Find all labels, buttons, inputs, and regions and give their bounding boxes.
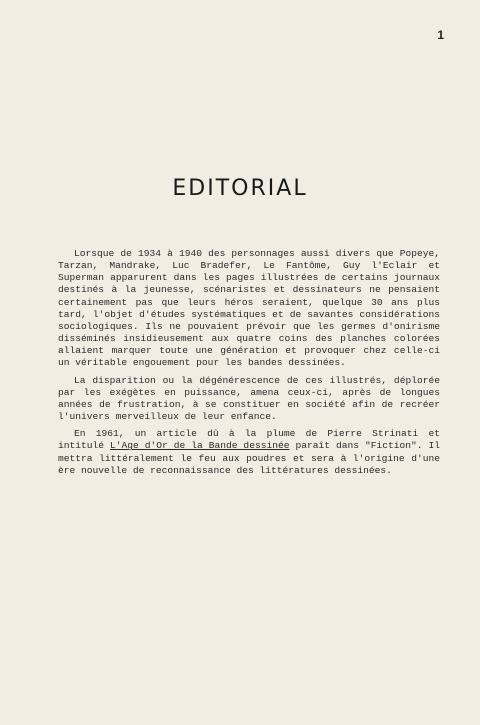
paragraph-text: En 1961, un article dû à la plume de Pierre Strinati et intitulé <box>58 428 440 452</box>
paragraph <box>58 428 440 477</box>
page-number: 1 <box>437 28 444 42</box>
paragraph: Lorsque de 1934 à 1940 des personnages aussi divers que Popeye, Tarzan, Mandrake, Luc Bradefer, Le Fantôme, Guy l'Eclair et Superman apparurent dans les pages illustrées de certains journaux destinés à la jeunesse, scénaristes et dessinateurs ne pensaient certainement pas que leurs héros seraient, quelque 30 ans plus tard, l'objet d'études systématiques et de savantes considérations sociologiques. Ils ne pouvaient prévoir que les germes d'onirisme disséminés insidieusement aux quatre coins des planches colorées allaient marquer toute une génération et provoquer chez celle-ci un véritable engouement pour les bandes dessinées. <box>58 248 440 369</box>
page-title: EDITORIAL <box>172 176 308 201</box>
paragraph-text: paraît dans "Fiction". Il mettra littéralement le feu aux poudres et sera à l'origine d'une ère nouvelle de reconnaissance des littératures dessinées. <box>58 440 440 476</box>
paragraph: La disparition ou la dégénérescence de ces illustrés, déplorée par les exégètes en puissance, amena ceux-ci, après de longues années de frustration, à se constituer en société afin de recréer l'univers merveilleux de leur enfance. <box>58 374 440 423</box>
editorial-body <box>58 248 440 482</box>
article-title-underlined: L'Age d'Or de la Bande dessinée <box>110 440 290 452</box>
